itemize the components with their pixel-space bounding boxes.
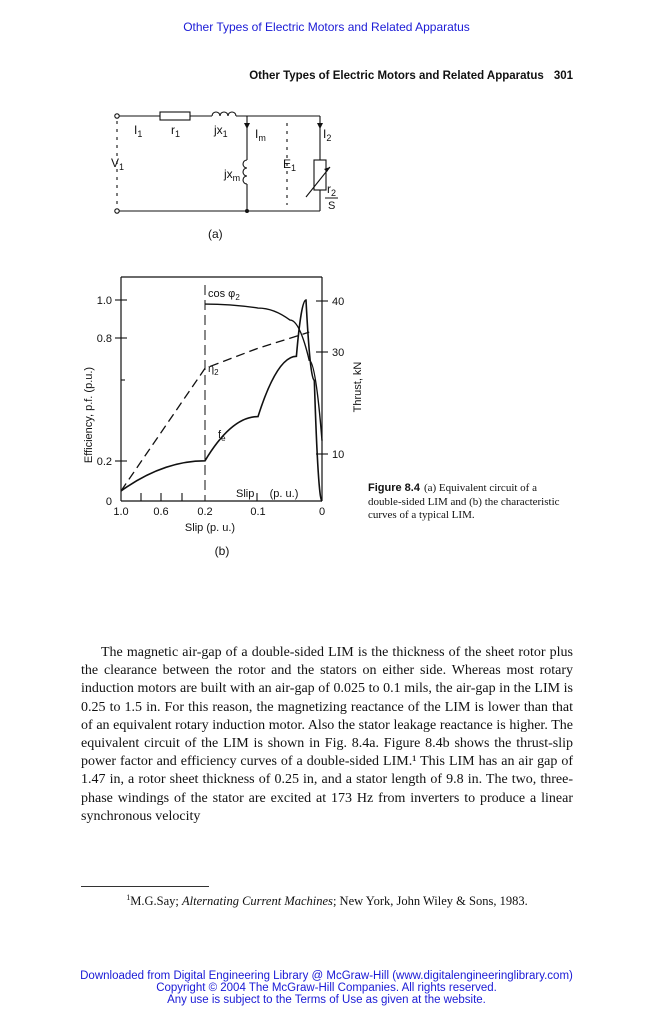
footnote-rule — [81, 886, 209, 887]
inductor-jx1 — [212, 112, 236, 116]
arrowhead — [324, 167, 330, 172]
label-v1: $V_1$ — [111, 156, 125, 172]
label-im: $I_m$ — [255, 127, 266, 143]
inductor-jxm — [243, 160, 247, 184]
running-head — [0, 70, 573, 82]
resistor-r1 — [160, 112, 190, 120]
label-r1: $r_1$ — [171, 123, 181, 139]
label-i2: $I_2$ — [323, 127, 332, 143]
label-eta2: $\eta_2$ — [208, 363, 219, 377]
bottom-banner — [0, 970, 653, 1006]
footnote — [81, 893, 573, 909]
footer-copyright: Copyright © 2004 The McGraw-Hill Companies. All rights reserved. — [156, 982, 497, 994]
x-tick-label: 0 — [318, 506, 326, 518]
x-tick-label: 0.1 — [250, 506, 266, 518]
label-cos-phi2: $\cos \varphi_2$ — [208, 288, 240, 302]
equivalent-circuit-diagram — [100, 105, 350, 245]
series-fe-curve — [121, 300, 322, 501]
x-tick-label: 1.0 — [113, 506, 129, 518]
part-label-a: (a) — [208, 227, 223, 241]
running-title: Other Types of Electric Motors and Related Apparatus — [249, 70, 544, 82]
label-i1: $I_1$ — [134, 123, 143, 139]
footnote-title: Alternating Current Machines — [182, 894, 333, 909]
page-number: 301 — [553, 70, 573, 82]
chart-ylabel-right: Thrust, kN — [352, 361, 364, 413]
chart-xlabel: Slip (p. u.) — [184, 522, 236, 534]
figure-label: Figure 8.4 — [368, 482, 420, 494]
characteristic-curves-chart — [78, 265, 368, 565]
y-left-tick-label: 1.0 — [96, 295, 112, 307]
x-tick-label: 0.2 — [197, 506, 213, 518]
terminal-bottom — [115, 209, 119, 213]
body-text — [81, 644, 573, 826]
y-left-tick-label: 0.2 — [96, 456, 112, 468]
y-left-tick-label: 0.8 — [96, 333, 112, 345]
terminal-top — [115, 114, 119, 118]
y-right-tick-label: 40 — [332, 296, 345, 308]
footer-download-link[interactable]: Downloaded from Digital Engineering Library @ McGraw-Hill (www.digitalengineeringlibrary.com) — [80, 970, 573, 982]
node-dot — [245, 209, 249, 213]
footnote-author: M.G.Say; — [130, 894, 183, 909]
y-left-tick-label: 0 — [105, 496, 112, 508]
top-banner: Other Types of Electric Motors and Related Apparatus — [183, 20, 470, 34]
y-right-tick-label: 30 — [332, 347, 345, 359]
footer-terms-link[interactable]: Any use is subject to the Terms of Use as given at the website. — [167, 994, 486, 1006]
tick-marks — [115, 300, 328, 501]
label-e1: $E_1$ — [283, 157, 297, 173]
y-right-tick-label: 10 — [332, 449, 345, 461]
x-tick-label: 0.6 — [153, 506, 169, 518]
label-jx1: $jx_1$ — [214, 123, 228, 139]
series-eta2-curve — [121, 332, 309, 491]
curve-layer — [121, 300, 322, 501]
caption-text: (a) Equivalent circuit of a double-sided LIM and (b) the characteristic curves of a typical LIM. — [368, 482, 560, 521]
label-jxm: $jx_m$ — [224, 167, 241, 183]
label-r2: $r_2$ — [327, 182, 337, 198]
figure-caption — [368, 482, 568, 523]
footnote-marker: 1 — [126, 893, 131, 902]
part-label-b: (b) — [214, 544, 230, 558]
footnote-rest: ; New York, John Wiley & Sons, 1983. — [332, 894, 528, 909]
body-paragraph: The magnetic air-gap of a double-sided LIM is the thickness of the sheet rotor plus the clearance between the rotor and the stators on either side. Whereas most rotary induction motors are built with an air-gap of 0.025 to 0.1 mils, the air-gap in the LIM is 0.25 to 1.5 in. For this reason, the magnetizing reactance of the LIM is lower than that of an equivalent rotary induction motor. Also the stator leakage reactance is higher. The equivalent circuit of the LIM is shown in Fig. 8.4a. Figure 8.4b shows the thrust-slip power factor and efficiency curves of a double-sided LIM.¹ This LIM has an air gap of 1.47 in, a rotor sheet thickness of 0.25 in, and a stator length of 9.8 in. The two, three-phase windings of the stator are excited at 173 Hz from inverters to produce a linear synchronous velocity — [81, 645, 573, 824]
chart-ylabel-left: Efficiency, p.f. (p.u.) — [83, 366, 95, 464]
series-cos-phi2-curve — [205, 304, 322, 441]
chart-xlabel-inner: Slip (p. u.) — [236, 488, 299, 500]
label-s: S — [328, 200, 336, 212]
label-fe: $f_e$ — [218, 429, 226, 443]
arrow-im — [244, 123, 250, 129]
